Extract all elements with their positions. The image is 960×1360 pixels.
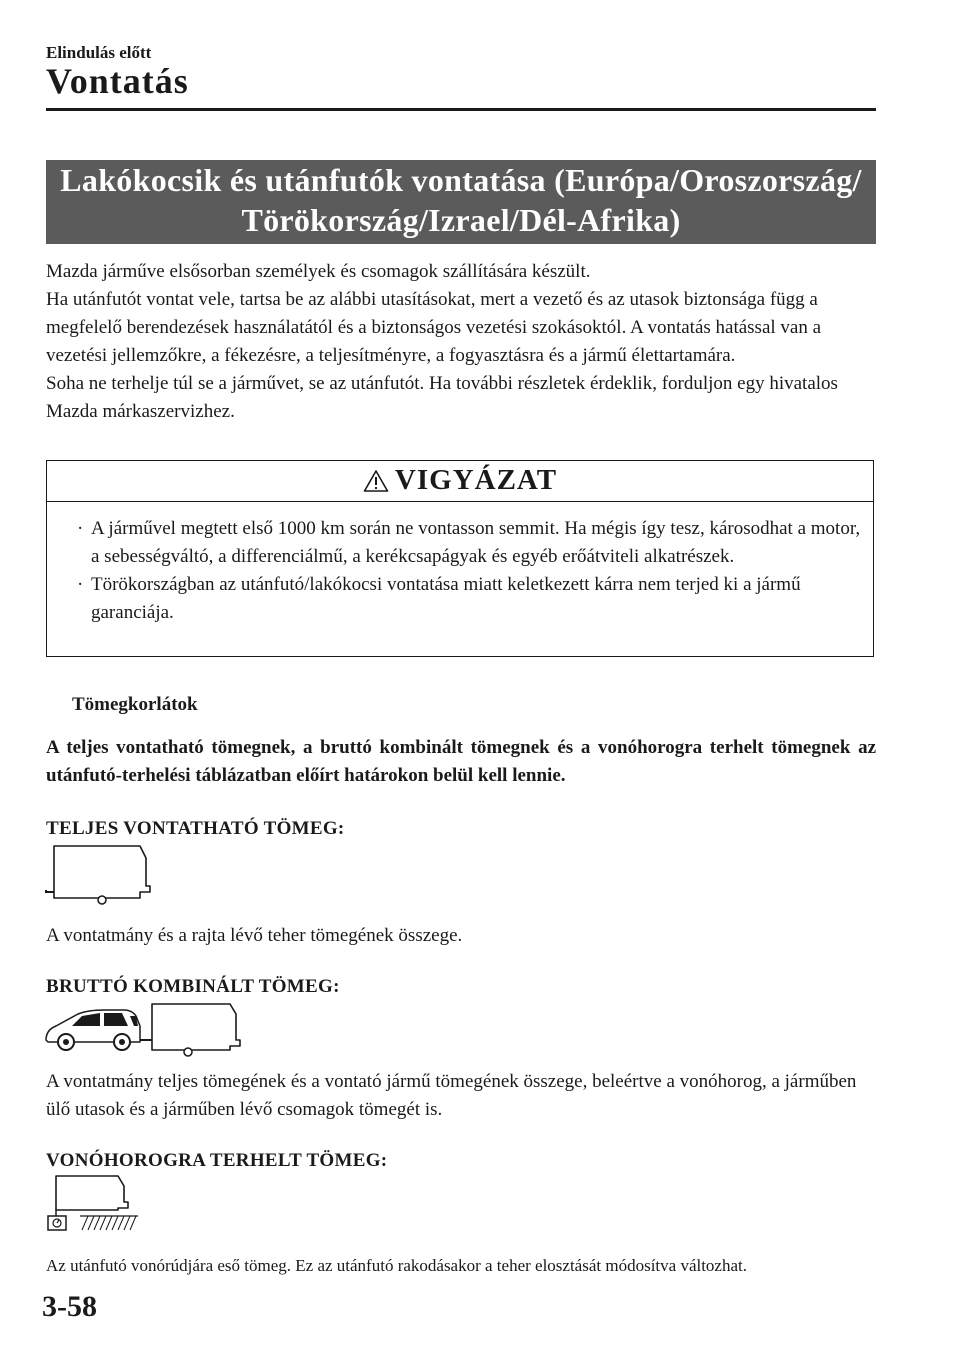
intro-paragraph: Ha utánfutót vontat vele, tartsa be az alábbi utasításokat, mert a vezető és az utasok biztonsága függ a megfelelő berendezések használatától és a biztonságos vezetési szokásoktól. A vontatás hatással van a vezetési jellemzőkre, a fékezésre, a teljesítményre, a fogyasztásra és a jármű élettartamára.	[46, 289, 822, 366]
mass-limits-heading: Tömegkorlátok	[72, 694, 198, 715]
term-description: Az utánfutó vonórúdjára eső tömeg. Ez az utánfutó rakodásakor a teher elosztását módosítva változhat.	[46, 1256, 748, 1275]
mass-limits-intro: A teljes vontatható tömegnek, a bruttó kombinált tömegnek és a vonóhorogra terhelt tömegnek az utánfutó-terhelési táblázatban előírt határokon belül kell lennie.	[46, 737, 876, 786]
banner-line-1: Lakókocsik és utánfutók vontatása (Európa/Oroszország/	[60, 162, 862, 198]
header-divider	[46, 108, 876, 111]
term-description: A vontatmány és a rajta lévő teher tömegének összege.	[46, 925, 463, 946]
section-banner	[46, 160, 876, 244]
caution-list	[77, 515, 867, 627]
page-number: 3-58	[42, 1290, 97, 1323]
intro-text	[46, 258, 876, 426]
caution-header	[47, 461, 873, 502]
term-total-trailer-mass: TELJES VONTATHATÓ TÖMEG:	[46, 818, 345, 839]
caution-box	[46, 460, 874, 657]
chapter-title: Vontatás	[46, 61, 189, 101]
term-tongue-load: VONÓHOROGRA TERHELT TÖMEG:	[46, 1150, 388, 1171]
bullet: ·	[77, 518, 84, 539]
intro-paragraph: Mazda járműve elsősorban személyek és csomagok szállítására készült.	[46, 261, 591, 282]
car-with-trailer-icon	[44, 1000, 244, 1058]
banner-line-2: Törökország/Izrael/Dél-Afrika)	[241, 202, 681, 238]
caution-title: VIGYÁZAT	[394, 464, 558, 496]
intro-paragraph: Soha ne terhelje túl se a járművet, se az utánfutót. Ha további részletek érdeklik, forduljon egy hivatalos Mazda márkaszervizhez.	[46, 373, 838, 422]
section-label: Elindulás előtt	[46, 43, 152, 62]
caution-item-text: Törökországban az utánfutó/lakókocsi vontatása miatt keletkezett kárra nem terjed ki a jármű garanciája.	[91, 574, 801, 623]
warning-triangle-icon	[363, 469, 389, 493]
caution-item	[77, 571, 867, 627]
caution-item	[77, 515, 867, 571]
trailer-icon	[44, 842, 156, 906]
bullet: ·	[77, 574, 84, 595]
tongue-weight-scale-icon	[44, 1172, 144, 1236]
term-description: A vontatmány teljes tömegének és a vontató jármű tömegének összege, beleértve a vonóhorog, a járműben ülő utasok és a járműben lévő csomagok tömegét is.	[46, 1071, 857, 1120]
term-gross-combination-mass: BRUTTÓ KOMBINÁLT TÖMEG:	[46, 976, 340, 997]
caution-item-text: A járművel megtett első 1000 km során ne vontasson semmit. Ha mégis így tesz, károsodhat a motor, a sebességváltó, a differenciálmű, a kerékcsapágyak és egyéb erőátviteli alkatrészek.	[91, 518, 861, 567]
